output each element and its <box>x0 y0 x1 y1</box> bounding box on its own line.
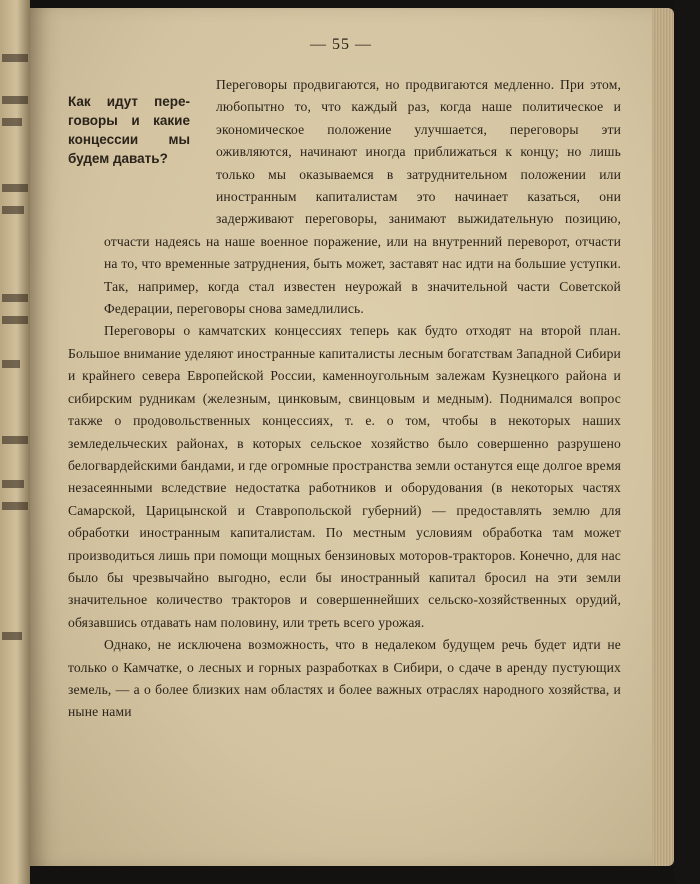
margin-spacer <box>68 74 216 230</box>
book-page <box>30 8 652 866</box>
facing-page-edge <box>0 0 30 884</box>
margin-note: Как идут переговоры и какие концессии мы будем давать? <box>68 94 190 166</box>
body-text <box>68 74 621 724</box>
background-strip <box>674 0 700 884</box>
paragraph: Переговоры продвигаются, но продвигаются медленно. При этом, любопытно то, что каждый раз, когда наше политическое и экономическое положение улучшается, переговоры эти оживляются, начинают иногда приближаться к концу; но лишь только мы оказываемся в затруднительном положении или иностранным капиталистам это начинает казаться, они задерживают переговоры, занимают выжидательную позицию, отчасти надеясь на наше военное поражение, или на внутренний переворот, отчасти на то, что временные затруднения, быть может, заставят нас идти на большие уступки. Так, например, когда стал известен неурожай в значительной части Советской Федерации, переговоры снова замедлились. <box>104 77 621 317</box>
page-number: — 55 — <box>310 36 372 53</box>
paragraph: Однако, не исключена возможность, что в недалеком будущем речь будет идти не только о Камчатке, о лесных и горных разработках в Сибири, о сдаче в аренду пустующих земель, — а о более близких нам областях и более важных отраслях народного хозяйства, и ныне нами <box>68 637 621 720</box>
paragraph: Переговоры о камчатских концессиях теперь как будто отходят на второй план. Большое внимание уделяют иностранные капиталисты лесным богатствам Западной Сибири и крайнего севера Европейской России, каменноугольным залежам Кузнецкого района и сибирским рудникам (железным, цинковым, свинцовым и медным). Поднимался вопрос также о продовольственных концессиях, т. е. о том, чтобы в некоторых наших земледельческих районах, в которых сельское хозяйство было совершенно разрушено белогвардейскими бандами, и где огромные пространства земли останутся еще долгое время незасеянными вследствие недостатка работников и оборудования (в некоторых частях Самарской, Царицынской и Ставропольской губерний) — предоставлять землю для обработки иностранным капиталистам. По местным условиям обработка там может производиться лишь при помощи мощных бензиновых моторов-тракторов. Конечно, для нас было бы чрезвычайно выгодно, если бы иностранный капитал бросил на эти земли значительное количество тракторов и совершеннейших сельско-хозяйственных орудий, обязавшись отдавать нам половину, или треть всего урожая. <box>68 323 621 630</box>
